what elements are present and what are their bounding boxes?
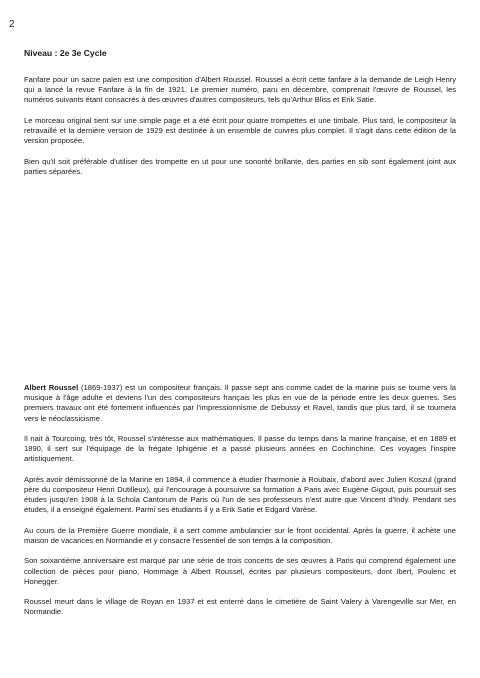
intro-section [24, 75, 456, 187]
intro-paragraph: Le morceau original tient sur une simple page et a été écrit pour quatre trompettes et une timbale. Plus tard, le compositeur la retravaillé et la dernière version de 1929 est destinée à un ensemble de cuivres plus complet. Il s'agit dans cette édition de la version proposée. [24, 115, 456, 146]
bio-first-text: (1869-1937) est un compositeur français. Il passe sept ans comme cadet de la marine puis se tourne vers la musique à l'âge adulte et deviens l'un des compositeurs français les plus en vue de la période entre les deux guerres. Ses premiers travaux ont été fortement influencés par l'impressionnisme de Debussy et Ravel, tandis que plus tard, il se tournera vers le néoclassicisme. [24, 383, 456, 423]
bio-paragraph: Au cours de la Première Guerre mondiale, il a sert comme ambulancier sur le front occidental. Après la guerre, il achète une maison de vacances en Normandie et y consacre l'essentiel de son temps à la composition. [24, 525, 456, 545]
level-heading: Niveau : 2e 3e Cycle [24, 48, 107, 58]
biography-section [24, 383, 456, 628]
bio-paragraph: Après avoir démissionné de la Marine en 1894, il commence à étudier l'harmonie à Roubaix, d'abord avec Julien Koszul (grand père du compositeur Henri Dutilleux), qui l'encourage à poursuivre sa formation à Paris avec Eugène Gigout, puis poursuit ses études jusqu'en 1908 à la Schola Cantorum de Paris où l'un de ses professeurs n'est autre que Vincent d'Indy. Pendant ses études, il a enseigné également. Parmi ses étudiants il y a Erik Satie et Edgard Varèse. [24, 474, 456, 515]
composer-name: Albert Roussel [24, 383, 79, 392]
bio-paragraph: Son soixantième anniversaire est marqué par une série de trois concerts de ses œuvres à Paris qui comprend également une collection de pièces pour piano, Hommage à Albert Roussel, écrites par plusieurs compositeurs, dont Ibert, Poulenc et Honegger. [24, 556, 456, 586]
bio-paragraph: Roussel meurt dans le village de Royan en 1937 et est enterré dans le cimetière de Saint Valery à Varengeville sur Mer, en Normandie. [24, 597, 456, 617]
bio-paragraph: Il nait à Tourcoing, très tôt, Roussel s'intéresse aux mathématiques. Il passe du temps dans la marine française, et en 1889 et 1890, il sert sur l'équipage de la frégate Iphigénie et a passé plusieurs années en Cochinchine. Ces voyages l'inspire artistiquement. [24, 434, 456, 464]
bio-paragraph [24, 383, 456, 424]
intro-paragraph: Bien qu'il soit préférable d'utiliser des trompette en ut pour une sonorité brillante, des parties en sib sont également joint aux parties séparées. [24, 156, 456, 176]
intro-paragraph: Fanfare pour un sacre païen est une composition d'Albert Roussel. Roussel a écrit cette fanfare à la demande de Leigh Henry qui a lancé la revue Fanfare à la fin de 1921. Le premier numéro, paru en décembre, comprenait l'œuvre de Roussel, les numéros suivants étant consacrés à des œuvres d'autres compositeurs, tels qu'Arthur Bliss et Erik Satie. [24, 75, 456, 105]
page-number: 2 [9, 19, 15, 30]
